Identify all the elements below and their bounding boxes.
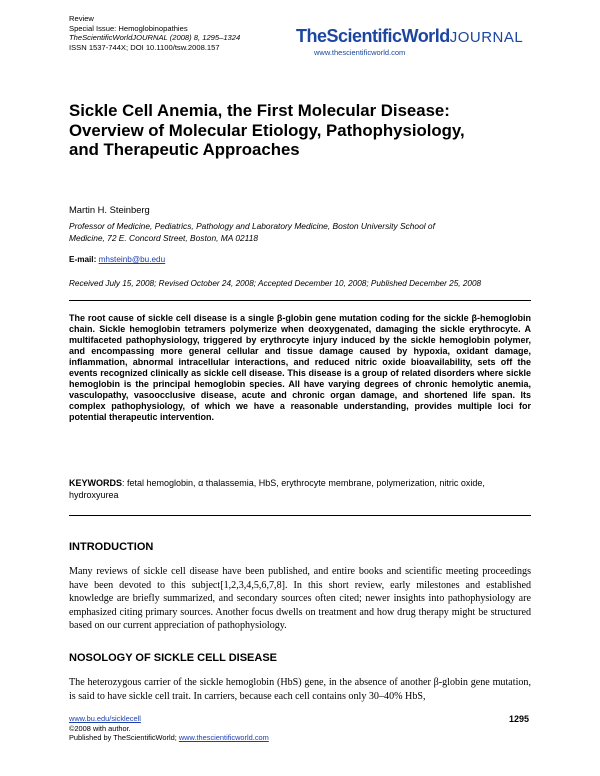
email-label: E-mail: — [69, 255, 97, 264]
header-line: TheScientificWorldJOURNAL (2008) 8, 1295–1324 — [69, 33, 241, 43]
footer-copyright: ©2008 with author. — [69, 723, 131, 733]
footer-publisher-link[interactable]: www.thescientificworld.com — [178, 733, 269, 743]
page-footer — [69, 714, 269, 743]
abstract-bottom-rule — [69, 515, 531, 516]
footer-published-prefix: Published by TheScientificWorld; — [69, 733, 179, 743]
article-dates: Received July 15, 2008; Revised October 24, 2008; Accepted December 10, 2008; Published December 25, 2008 — [69, 279, 482, 288]
section-heading-nosology: NOSOLOGY OF SICKLE CELL DISEASE — [69, 652, 278, 664]
keywords-label: KEYWORDS — [69, 478, 123, 488]
logo-main-text: TheScientificWorld — [296, 26, 450, 46]
author-name: Martin H. Steinberg — [69, 204, 150, 215]
journal-header — [69, 14, 240, 52]
section-text-nosology: The heterozygous carrier of the sickle hemoglobin (HbS) gene, in the absence of another β-globin gene mutation, is said to have sickle cell trait. In carriers, because each cell contains only 30–40% HbS, — [69, 677, 531, 702]
page-number: 1295 — [509, 714, 530, 724]
footer-publisher — [69, 733, 269, 743]
header-line: Special Issue: Hemoglobinopathies — [69, 23, 188, 33]
logo-url: www.thescientificworld.com — [314, 48, 406, 57]
journal-logo — [296, 26, 556, 57]
keywords-list: : fetal hemoglobin, α thalassemia, HbS, erythrocyte membrane, polymerization, nitric oxide, hydroxyurea — [69, 478, 485, 500]
logo-wordmark — [296, 26, 556, 47]
abstract: The root cause of sickle cell disease is a single β-globin gene mutation coding for the sickle β-hemoglobin chain. Sickle hemoglobin tetramers polymerize when deoxygenated, damaging the sickle erythrocyte. A multifaceted pathophysiology, triggered by erythrocyte injury induced by the sickle hemoglobin polymer, and encompassing more general cellular and tissue damage caused by hypoxia, oxidant damage, inflammation, abnormal intracellular interactions, and reduced nitric oxide bioavailability, sets off the events recognized clinically as sickle cell disease. This disease is a group of related disorders where sickle hemoglobin is the principal hemoglobin species. All have varying degrees of chronic hemolytic anemia, vasculopathy, vasoocclusive disease, acute and chronic organ damage, and shortened life span. Its complex pathophysiology, of which we have a reasonable understanding, provides multiple loci for potential therapeutic intervention. — [69, 313, 531, 422]
section-text-introduction: Many reviews of sickle cell disease have been published, and entire books and scientific meeting proceedings have been devoted to this subject[1,2,3,4,5,6,7,8]. In this short review, early milestones and established knowledge are briefly summarized, and secondary sources often cited; newer insights into pathophysiology are emphasized citing primary sources. Another focus dwells on treatment and how drug therapy might be structured based on our current appreciation of pathophysiology. — [69, 566, 531, 631]
logo-journal-text: JOURNAL — [449, 29, 524, 46]
keywords — [69, 478, 531, 501]
abstract-top-rule — [69, 300, 531, 301]
email-line — [69, 255, 165, 264]
header-line: ISSN 1537-744X; DOI 10.1100/tsw.2008.157 — [69, 42, 220, 52]
email-link[interactable]: mhsteinb@bu.edu — [98, 255, 166, 264]
header-line: Review — [69, 14, 94, 23]
footer-site-link[interactable]: www.bu.edu/sicklecell — [69, 714, 141, 723]
article-title: Sickle Cell Anemia, the First Molecular Disease: Overview of Molecular Etiology, Pathophysiology, and Therapeutic Approaches — [69, 101, 465, 159]
author-affiliation: Professor of Medicine, Pediatrics, Pathology and Laboratory Medicine, Boston University School of Medicine, 72 E. Concord Street, Boston, MA 02118 — [69, 221, 435, 243]
section-heading-introduction: INTRODUCTION — [69, 541, 154, 553]
